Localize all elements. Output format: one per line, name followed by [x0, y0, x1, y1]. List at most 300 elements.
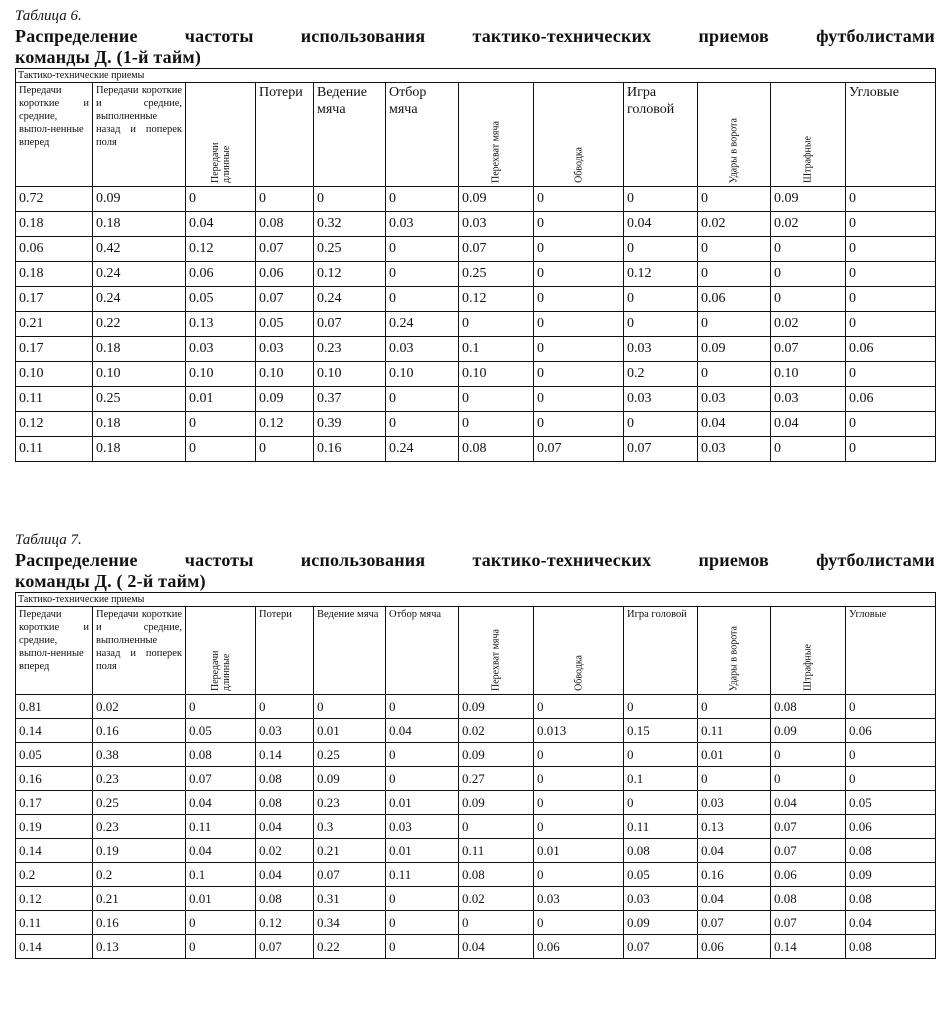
table-cell: 0.19 [16, 815, 93, 839]
table-cell: 0.02 [459, 719, 534, 743]
table-cell: 0.1 [186, 863, 256, 887]
table-cell: 0 [534, 237, 624, 262]
table-cell: 0 [698, 237, 771, 262]
table-cell: 0.02 [256, 839, 314, 863]
table-row [16, 695, 936, 719]
table-row [16, 287, 936, 312]
table-cell: 0.02 [771, 212, 846, 237]
table-cell: 0.10 [459, 362, 534, 387]
table-cell: 0.24 [314, 287, 386, 312]
table-cell: 0.07 [771, 815, 846, 839]
table-cell: 0 [459, 312, 534, 337]
table-cell: 0.09 [93, 187, 186, 212]
table-cell: 0.03 [386, 337, 459, 362]
column-header: Передачи короткие и средние, выпол-ненные вперед [16, 607, 93, 695]
table-cell: 0.39 [314, 412, 386, 437]
table-cell: 0.05 [256, 312, 314, 337]
table-cell: 0.08 [256, 791, 314, 815]
table-cell: 0 [771, 237, 846, 262]
table-row [16, 887, 936, 911]
table-cell: 0.18 [93, 212, 186, 237]
table-cell: 0.06 [846, 719, 936, 743]
column-header [698, 607, 771, 695]
table-cell: 0.14 [16, 839, 93, 863]
table-cell: 0.09 [314, 767, 386, 791]
table-row [16, 187, 936, 212]
table-cell: 0.06 [846, 387, 936, 412]
table-cell: 0.2 [624, 362, 698, 387]
table-cell: 0 [534, 312, 624, 337]
table-row [16, 743, 936, 767]
table-cell: 0 [846, 743, 936, 767]
table-cell: 0.11 [459, 839, 534, 863]
table-cell: 0.09 [771, 187, 846, 212]
table-cell: 0.14 [16, 935, 93, 959]
table-cell: 0.10 [256, 362, 314, 387]
table-title-line1: Распределение частоты использования тактико-технических приемов футболистами [15, 26, 935, 46]
table-cell: 0.1 [459, 337, 534, 362]
table-cell: 0 [534, 187, 624, 212]
table-cell: 0.13 [93, 935, 186, 959]
table-row [16, 767, 936, 791]
table-caption: Таблица 7. [15, 532, 82, 548]
table-row [16, 815, 936, 839]
column-header-text: Штрафные [802, 135, 814, 183]
table-cell: 0.05 [186, 719, 256, 743]
table-cell: 0 [459, 911, 534, 935]
column-header-text: Штрафные [802, 643, 814, 691]
column-header [698, 83, 771, 187]
table-cell: 0 [624, 412, 698, 437]
table-cell: 0 [771, 743, 846, 767]
table-cell: 0 [846, 262, 936, 287]
table-cell: 0.11 [624, 815, 698, 839]
table-cell: 0 [771, 262, 846, 287]
table-row [16, 387, 936, 412]
table-cell: 0.12 [314, 262, 386, 287]
table-cell: 0 [846, 187, 936, 212]
column-header [771, 83, 846, 187]
table-cell: 0 [386, 935, 459, 959]
table-cell: 0.3 [314, 815, 386, 839]
table-cell: 0.25 [93, 387, 186, 412]
table-title [15, 550, 935, 592]
table-cell: 0.17 [16, 337, 93, 362]
table-cell: 0.18 [93, 437, 186, 462]
table-cell: 0 [624, 187, 698, 212]
table-row [16, 719, 936, 743]
table-cell: 0.03 [386, 212, 459, 237]
table-cell: 0.11 [16, 911, 93, 935]
table-cell: 0.09 [459, 743, 534, 767]
column-header: Ведение мяча [314, 83, 386, 187]
table-cell: 0 [771, 437, 846, 462]
column-header [186, 83, 256, 187]
table-cell: 0 [459, 412, 534, 437]
table-cell: 0.10 [771, 362, 846, 387]
table-cell: 0.06 [846, 815, 936, 839]
table-cell: 0 [186, 935, 256, 959]
table-cell: 0.10 [16, 362, 93, 387]
table-cell: 0.06 [256, 262, 314, 287]
table-cell: 0.06 [16, 237, 93, 262]
table-cell: 0.08 [459, 437, 534, 462]
table-cell: 0 [624, 791, 698, 815]
table-cell: 0.01 [386, 791, 459, 815]
table-row [16, 212, 936, 237]
table-cell: 0 [534, 362, 624, 387]
table-caption: Таблица 6. [15, 8, 82, 24]
table-cell: 0 [771, 767, 846, 791]
table-cell: 0.03 [698, 791, 771, 815]
table-cell: 0 [698, 312, 771, 337]
table-cell: 0.08 [771, 887, 846, 911]
table-cell: 0.24 [386, 437, 459, 462]
table-cell: 0 [846, 312, 936, 337]
table-cell: 0.03 [256, 719, 314, 743]
table-row [16, 437, 936, 462]
table-cell: 0 [534, 337, 624, 362]
table-cell: 0.04 [256, 815, 314, 839]
table-cell: 0.01 [186, 887, 256, 911]
table-cell: 0.06 [698, 935, 771, 959]
table-cell: 0.25 [314, 237, 386, 262]
column-header: Ведение мяча [314, 607, 386, 695]
table-cell: 0.07 [314, 863, 386, 887]
table-cell: 0.11 [186, 815, 256, 839]
table-cell: 0.04 [771, 412, 846, 437]
table-cell: 0 [624, 743, 698, 767]
table-cell: 0 [386, 911, 459, 935]
table-cell: 0 [256, 187, 314, 212]
table-cell: 0.38 [93, 743, 186, 767]
table-row [16, 312, 936, 337]
table-cell: 0.25 [93, 791, 186, 815]
table-row [16, 839, 936, 863]
table-row [16, 237, 936, 262]
table-row [16, 911, 936, 935]
table-cell: 0.2 [93, 863, 186, 887]
table-cell: 0 [846, 412, 936, 437]
table-cell: 0 [846, 287, 936, 312]
table-cell: 0 [698, 767, 771, 791]
table-cell: 0.08 [256, 767, 314, 791]
table-cell: 0 [534, 815, 624, 839]
column-header-text: Перехват мяча [490, 120, 502, 183]
table-cell: 0.08 [771, 695, 846, 719]
table-cell: 0.18 [16, 212, 93, 237]
table-cell: 0.23 [93, 767, 186, 791]
table-cell: 0.12 [624, 262, 698, 287]
table-cell: 0.16 [16, 767, 93, 791]
table-cell: 0.04 [459, 935, 534, 959]
table-cell: 0.09 [698, 337, 771, 362]
table-cell: 0.03 [256, 337, 314, 362]
table-cell: 0 [386, 695, 459, 719]
table-cell: 0.09 [771, 719, 846, 743]
table-cell: 0.25 [459, 262, 534, 287]
table-cell: 0 [256, 437, 314, 462]
column-header [534, 607, 624, 695]
table-row [16, 337, 936, 362]
table-cell: 0.16 [698, 863, 771, 887]
table-cell: 0.07 [624, 935, 698, 959]
column-header [771, 607, 846, 695]
table-cell: 0 [386, 412, 459, 437]
table-cell: 0 [386, 887, 459, 911]
table-cell: 0.03 [698, 437, 771, 462]
table-cell: 0.03 [534, 887, 624, 911]
table-cell: 0.27 [459, 767, 534, 791]
table-cell: 0.06 [186, 262, 256, 287]
table-cell: 0.04 [256, 863, 314, 887]
table-cell: 0.11 [16, 437, 93, 462]
table-cell: 0.07 [314, 312, 386, 337]
table-cell: 0 [534, 791, 624, 815]
table-cell: 0.01 [186, 387, 256, 412]
table-cell: 0.10 [93, 362, 186, 387]
table-cell: 0 [846, 767, 936, 791]
table-cell: 0.14 [256, 743, 314, 767]
table-cell: 0 [771, 287, 846, 312]
table-cell: 0.01 [698, 743, 771, 767]
table-cell: 0.06 [698, 287, 771, 312]
table-cell: 0 [534, 911, 624, 935]
column-header: Передачи короткие и средние, выполненные назад и поперек поля [93, 83, 186, 187]
table-cell: 0 [386, 387, 459, 412]
table-cell: 0.24 [386, 312, 459, 337]
table-cell: 0.06 [846, 337, 936, 362]
column-header-text: Обводка [573, 655, 584, 691]
table-cell: 0.02 [93, 695, 186, 719]
column-header: Передачи короткие и средние, выпол-ненные вперед [16, 83, 93, 187]
table-cell: 0.17 [16, 791, 93, 815]
column-header: Потери [256, 607, 314, 695]
table-cell: 0 [459, 387, 534, 412]
column-header-text: Обводка [573, 147, 584, 183]
table-title-line2: команды Д. (1-й тайм) [15, 47, 202, 67]
table-row [16, 935, 936, 959]
table-cell: 0 [459, 815, 534, 839]
table-cell: 0 [386, 767, 459, 791]
table-cell: 0.07 [256, 287, 314, 312]
table-cell: 0.05 [186, 287, 256, 312]
table-cell: 0.14 [16, 719, 93, 743]
table-cell: 0.42 [93, 237, 186, 262]
table-cell: 0 [698, 695, 771, 719]
column-header: Угловые [846, 83, 936, 187]
table-cell: 0.09 [459, 187, 534, 212]
table-cell: 0.03 [771, 387, 846, 412]
table-cell: 0.13 [698, 815, 771, 839]
table-row [16, 412, 936, 437]
column-header: Потери [256, 83, 314, 187]
table-cell: 0.16 [93, 911, 186, 935]
table-cell: 0.08 [624, 839, 698, 863]
table-cell: 0.04 [624, 212, 698, 237]
table-cell: 0.01 [534, 839, 624, 863]
table-cell: 0.03 [386, 815, 459, 839]
table-cell: 0 [624, 237, 698, 262]
column-header-text: Передачи длинные [209, 650, 232, 691]
table-cell: 0.81 [16, 695, 93, 719]
column-header [534, 83, 624, 187]
table-cell: 0.04 [186, 839, 256, 863]
table-cell: 0 [186, 695, 256, 719]
table-cell: 0.09 [459, 791, 534, 815]
table-cell: 0.08 [846, 887, 936, 911]
table-cell: 0 [534, 412, 624, 437]
column-header-text: Перехват мяча [490, 628, 502, 691]
table-cell: 0.11 [698, 719, 771, 743]
table-cell: 0.72 [16, 187, 93, 212]
table-cell: 0.16 [93, 719, 186, 743]
table-cell: 0 [698, 187, 771, 212]
table-cell: 0.23 [93, 815, 186, 839]
column-header: Игра головой [624, 83, 698, 187]
table-cell: 0 [386, 237, 459, 262]
table-title [15, 26, 935, 68]
table-cell: 0.09 [624, 911, 698, 935]
table-cell: 0.07 [771, 839, 846, 863]
table-cell: 0 [186, 412, 256, 437]
table-cell: 0.04 [386, 719, 459, 743]
table-cell: 0.02 [771, 312, 846, 337]
table-cell: 0.07 [256, 237, 314, 262]
table-cell: 0.04 [846, 911, 936, 935]
table-cell: 0 [314, 695, 386, 719]
column-header: Передачи короткие и средние, выполненные назад и поперек поля [93, 607, 186, 695]
table-cell: 0.05 [16, 743, 93, 767]
table-cell: 0.24 [93, 262, 186, 287]
table-cell: 0 [534, 863, 624, 887]
table-cell: 0 [314, 187, 386, 212]
table-cell: 0.37 [314, 387, 386, 412]
table-cell: 0.11 [386, 863, 459, 887]
table-cell: 0 [846, 362, 936, 387]
table-cell: 0.17 [16, 287, 93, 312]
table-cell: 0 [534, 387, 624, 412]
table-cell: 0.12 [186, 237, 256, 262]
table-cell: 0 [386, 743, 459, 767]
table-cell: 0.25 [314, 743, 386, 767]
table-cell: 0.22 [314, 935, 386, 959]
table-cell: 0 [534, 262, 624, 287]
table-cell: 0 [624, 287, 698, 312]
table-cell: 0.04 [698, 839, 771, 863]
table-cell: 0.05 [846, 791, 936, 815]
table-cell: 0.12 [459, 287, 534, 312]
frequency-table [15, 592, 936, 959]
column-header: Угловые [846, 607, 936, 695]
column-header: Отбор мяча [386, 607, 459, 695]
table-cell: 0.1 [624, 767, 698, 791]
table-cell: 0.07 [624, 437, 698, 462]
table-cell: 0.07 [459, 237, 534, 262]
table-cell: 0.18 [93, 337, 186, 362]
table-cell: 0.03 [186, 337, 256, 362]
table-cell: 0 [534, 212, 624, 237]
table-cell: 0 [534, 743, 624, 767]
table-cell: 0.09 [846, 863, 936, 887]
column-header-text: Удары в ворота [728, 625, 740, 691]
table-title-line2: команды Д. ( 2-й тайм) [15, 571, 206, 591]
table-cell: 0.32 [314, 212, 386, 237]
table-cell: 0 [386, 187, 459, 212]
table-row [16, 863, 936, 887]
table-cell: 0.08 [256, 887, 314, 911]
table-cell: 0 [386, 287, 459, 312]
table-row [16, 262, 936, 287]
table-cell: 0.23 [314, 791, 386, 815]
table-cell: 0.07 [771, 337, 846, 362]
table-cell: 0.14 [771, 935, 846, 959]
table-cell: 0.08 [459, 863, 534, 887]
table-cell: 0.21 [93, 887, 186, 911]
table-cell: 0 [624, 695, 698, 719]
table-cell: 0.22 [93, 312, 186, 337]
table-cell: 0.07 [186, 767, 256, 791]
table-cell: 0.12 [256, 911, 314, 935]
table-cell: 0.09 [459, 695, 534, 719]
table-cell: 0.23 [314, 337, 386, 362]
group-header: Тактико-технические приемы [16, 593, 936, 607]
table-6-section [15, 6, 935, 462]
table-cell: 0 [846, 212, 936, 237]
table-cell: 0.01 [386, 839, 459, 863]
table-cell: 0.16 [314, 437, 386, 462]
table-cell: 0 [534, 287, 624, 312]
column-header: Отбор мяча [386, 83, 459, 187]
table-cell: 0 [698, 262, 771, 287]
table-cell: 0.05 [624, 863, 698, 887]
table-cell: 0.12 [16, 412, 93, 437]
frequency-table [15, 68, 936, 462]
table-cell: 0.21 [16, 312, 93, 337]
table-cell: 0.03 [698, 387, 771, 412]
table-cell: 0.18 [16, 262, 93, 287]
table-cell: 0.10 [314, 362, 386, 387]
table-body [16, 695, 936, 959]
table-title-line1: Распределение частоты использования тактико-технических приемов футболистами [15, 550, 935, 570]
table-cell: 0.08 [846, 935, 936, 959]
table-cell: 0.10 [386, 362, 459, 387]
column-header [186, 607, 256, 695]
table-cell: 0.04 [186, 212, 256, 237]
table-cell: 0.07 [698, 911, 771, 935]
table-cell: 0.21 [314, 839, 386, 863]
table-cell: 0 [534, 695, 624, 719]
table-cell: 0.10 [186, 362, 256, 387]
table-cell: 0.12 [16, 887, 93, 911]
table-cell: 0 [186, 911, 256, 935]
table-cell: 0 [624, 312, 698, 337]
table-cell: 0 [186, 187, 256, 212]
table-cell: 0.18 [93, 412, 186, 437]
table-cell: 0.09 [256, 387, 314, 412]
table-cell: 0 [386, 262, 459, 287]
table-cell: 0.34 [314, 911, 386, 935]
column-header-text: Передачи длинные [209, 142, 232, 183]
table-cell: 0.04 [186, 791, 256, 815]
table-cell: 0.31 [314, 887, 386, 911]
table-cell: 0.24 [93, 287, 186, 312]
table-cell: 0.02 [698, 212, 771, 237]
table-7-section [15, 530, 935, 959]
table-cell: 0 [698, 362, 771, 387]
table-cell: 0 [846, 437, 936, 462]
table-cell: 0.03 [624, 387, 698, 412]
